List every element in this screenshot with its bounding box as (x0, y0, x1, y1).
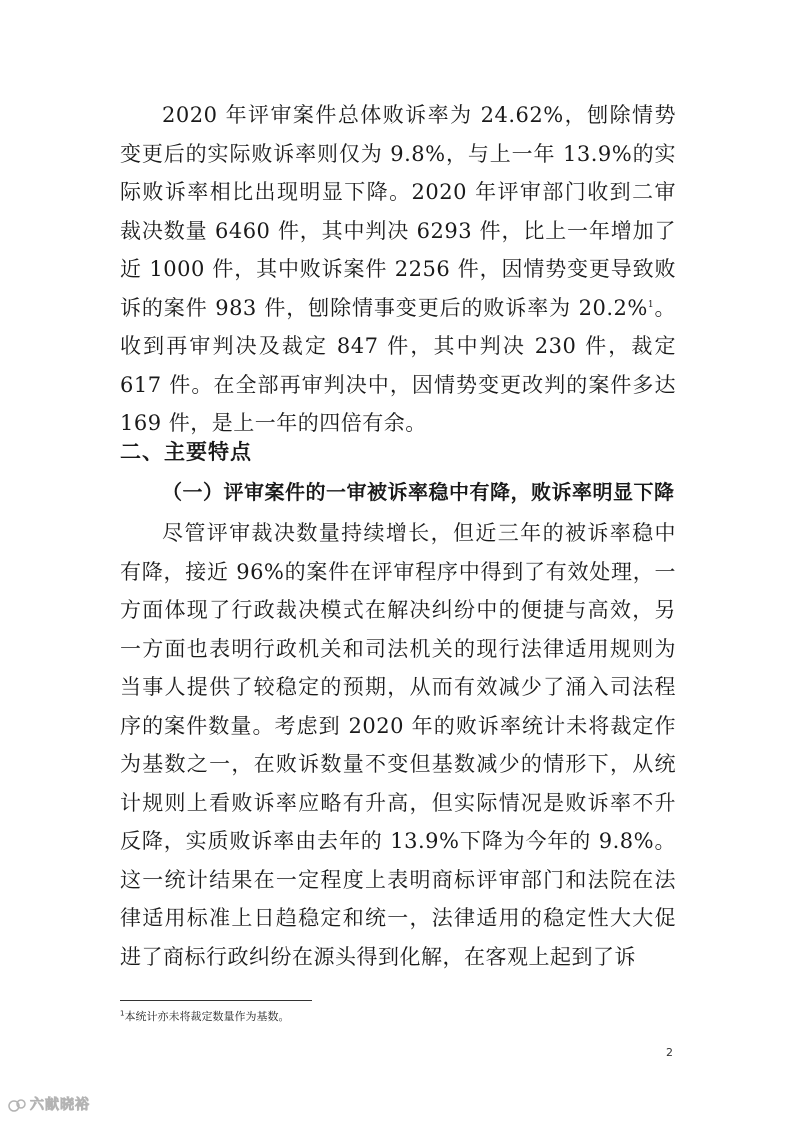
body-paragraph-2: 尽管评审裁决数量持续增长，但近三年的被诉率稳中有降，接近 96%的案件在评审程序中得到了有效处理，一方面体现了行政裁决模式在解决纠纷中的便捷与高效，另一方面也表明行政机关和司法机关的现行法律适用规则为当事人提供了较稳定的预期，从而有效减少了涌入司法程序的案件数量。考虑到 2020 年的败诉率统计未将裁定作为基数之一，在败诉数量不变但基数减少的情形下，从统计规则上看败诉率应略有升高，但实际情况是败诉率不升反降，实质败诉率由去年的 13.9%下降为今年的 9.8%。这一统计结果在一定程度上表明商标评审部门和法院在法律适用标准上日趋稳定和统一，法律适用的稳定性大大促进了商标行政纠纷在源头得到化解，在客观上起到了诉 (120, 521, 676, 969)
body-paragraph-1 (120, 96, 676, 443)
watermark-text: 六献晓裕 (30, 1097, 90, 1113)
footnote-text: 本统计亦未将裁定数量作为基数。 (124, 1010, 290, 1023)
footnote (120, 1008, 289, 1024)
paragraph-1-text: 2020 年评审案件总体败诉率为 24.62%，刨除情势变更后的实际败诉率则仅为 9.8%，与上一年 13.9%的实际败诉率相比出现明显下降。2020 年评审部门收到二审裁决数量 6460 件，其中判决 6293 件，比上一年增加了近 1000 件，其中败诉案件 2256 件，因情势变更导致败诉的案件 983 件，刨除情事变更后的败诉率为 20.2% (120, 103, 676, 320)
footnote-divider (120, 1000, 312, 1001)
footnote-marker: 1 (120, 1009, 125, 1018)
watermark-logo-icon (8, 1097, 26, 1111)
paragraph-1-text-cont: 。收到再审判决及裁定 847 件，其中判决 230 件，裁定 617 件。在全部再审判决中，因情势变更改判的案件多达 169 件，是上一年的四倍有余。 (120, 295, 676, 435)
footnote-reference[interactable]: 1 (647, 299, 655, 310)
watermark (8, 1094, 90, 1114)
subsection-heading: （一）评审案件的一审被诉率稳中有降，败诉率明显下降 (162, 480, 675, 504)
page-number: 2 (666, 1046, 673, 1059)
section-heading: 二、主要特点 (120, 440, 252, 464)
